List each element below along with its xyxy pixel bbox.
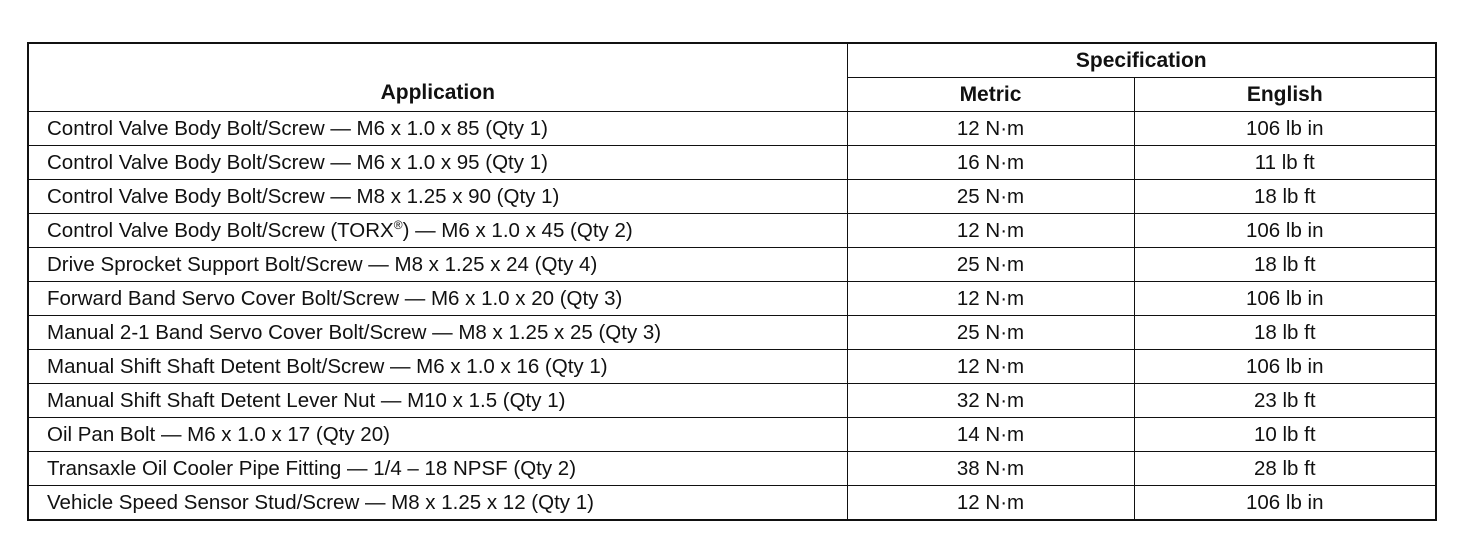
english-cell: 106 lb in: [1134, 214, 1436, 248]
metric-cell: 12 N·m: [847, 282, 1134, 316]
application-cell: Oil Pan Bolt — M6 x 1.0 x 17 (Qty 20): [28, 418, 847, 452]
specification-header: Specification: [847, 43, 1436, 78]
application-cell: Control Valve Body Bolt/Screw — M8 x 1.25 x 90 (Qty 1): [28, 180, 847, 214]
metric-cell: 16 N·m: [847, 146, 1134, 180]
metric-cell: 14 N·m: [847, 418, 1134, 452]
header-row-top: [28, 43, 1436, 78]
application-cell: Manual 2-1 Band Servo Cover Bolt/Screw — M8 x 1.25 x 25 (Qty 3): [28, 316, 847, 350]
metric-cell: 38 N·m: [847, 452, 1134, 486]
table-row: [28, 146, 1436, 180]
table-header: [28, 43, 1436, 112]
application-cell: Manual Shift Shaft Detent Bolt/Screw — M6 x 1.0 x 16 (Qty 1): [28, 350, 847, 384]
metric-cell: 25 N·m: [847, 248, 1134, 282]
application-cell: Control Valve Body Bolt/Screw — M6 x 1.0 x 85 (Qty 1): [28, 112, 847, 146]
english-cell: 106 lb in: [1134, 112, 1436, 146]
table-row: [28, 180, 1436, 214]
torque-spec-table-container: [27, 42, 1435, 521]
application-cell: Drive Sprocket Support Bolt/Screw — M8 x 1.25 x 24 (Qty 4): [28, 248, 847, 282]
table-row: [28, 248, 1436, 282]
english-cell: 18 lb ft: [1134, 248, 1436, 282]
english-cell: 106 lb in: [1134, 350, 1436, 384]
metric-cell: 12 N·m: [847, 112, 1134, 146]
english-cell: 18 lb ft: [1134, 316, 1436, 350]
english-cell: 10 lb ft: [1134, 418, 1436, 452]
english-cell: 11 lb ft: [1134, 146, 1436, 180]
metric-cell: 12 N·m: [847, 350, 1134, 384]
english-cell: 106 lb in: [1134, 282, 1436, 316]
table-row: [28, 316, 1436, 350]
english-cell: 23 lb ft: [1134, 384, 1436, 418]
table-row: [28, 350, 1436, 384]
table-row: [28, 384, 1436, 418]
table-row: [28, 486, 1436, 521]
application-header: Application: [28, 43, 847, 112]
metric-cell: 12 N·m: [847, 486, 1134, 521]
english-header: English: [1134, 78, 1436, 112]
english-cell: 18 lb ft: [1134, 180, 1436, 214]
table-body: [28, 112, 1436, 521]
table-row: [28, 214, 1436, 248]
table-row: [28, 282, 1436, 316]
application-cell: Vehicle Speed Sensor Stud/Screw — M8 x 1.25 x 12 (Qty 1): [28, 486, 847, 521]
metric-cell: 32 N·m: [847, 384, 1134, 418]
metric-cell: 12 N·m: [847, 214, 1134, 248]
application-cell: Control Valve Body Bolt/Screw — M6 x 1.0 x 95 (Qty 1): [28, 146, 847, 180]
metric-cell: 25 N·m: [847, 316, 1134, 350]
application-cell: Forward Band Servo Cover Bolt/Screw — M6 x 1.0 x 20 (Qty 3): [28, 282, 847, 316]
table-row: [28, 452, 1436, 486]
application-cell: Transaxle Oil Cooler Pipe Fitting — 1/4 – 18 NPSF (Qty 2): [28, 452, 847, 486]
table-row: [28, 418, 1436, 452]
metric-header: Metric: [847, 78, 1134, 112]
english-cell: 28 lb ft: [1134, 452, 1436, 486]
torque-spec-table: [27, 42, 1437, 521]
english-cell: 106 lb in: [1134, 486, 1436, 521]
table-row: [28, 112, 1436, 146]
registered-mark: ®: [393, 218, 403, 233]
application-cell: Control Valve Body Bolt/Screw (TORX®) — M6 x 1.0 x 45 (Qty 2): [28, 214, 847, 248]
metric-cell: 25 N·m: [847, 180, 1134, 214]
application-cell: Manual Shift Shaft Detent Lever Nut — M10 x 1.5 (Qty 1): [28, 384, 847, 418]
